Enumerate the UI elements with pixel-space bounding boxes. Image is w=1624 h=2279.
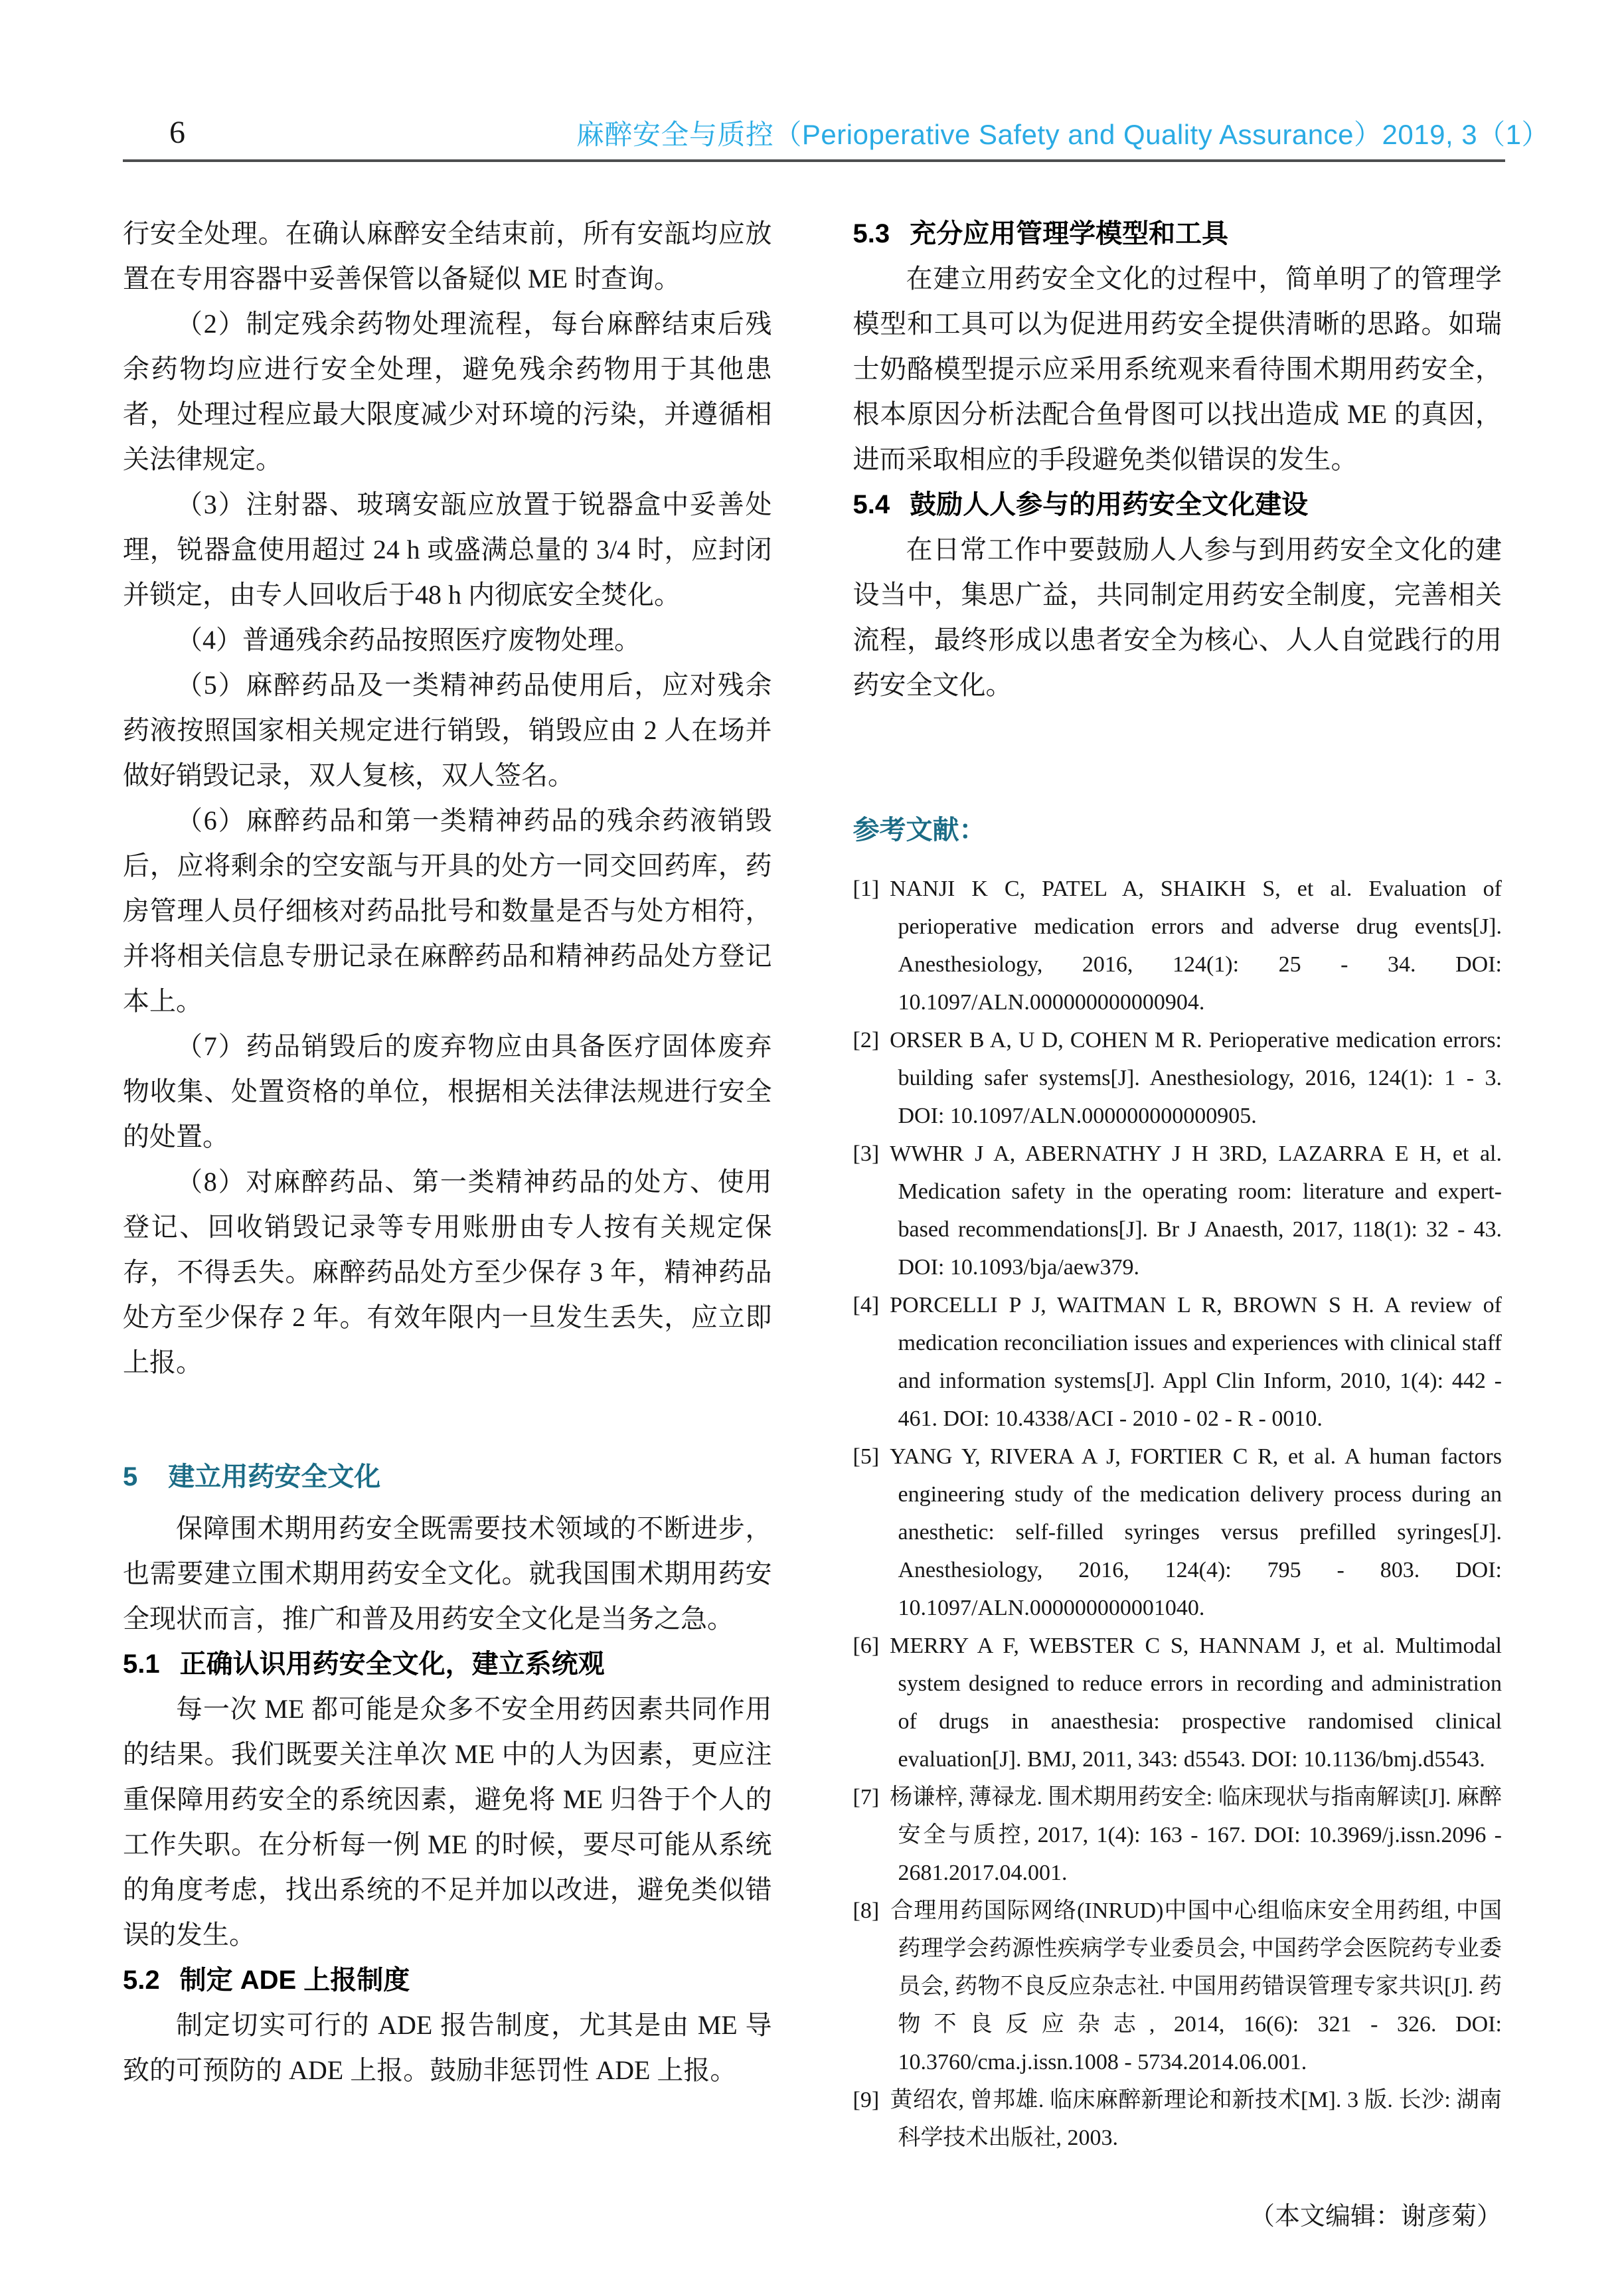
reference-item [853,1135,1502,1286]
block-text: （5）麻醉药品及一类精神药品使用后，应对残余药液按照国家相关规定进行销毁，销毁应由 2 人在场并做好销毁记录，双人复核，双人签名。 [123,670,772,790]
block-text: NANJI K C, PATEL A, SHAIKH S, et al. Evaluation of perioperative medication errors and adverse drug events[J]. Anesthesiology, 2016, 124(1): 25 - 34. DOI: 10.1097/ALN.000000000000904. [890,877,1502,1015]
block-text: PORCELLI P J, WAITMAN L R, BROWN S H. A review of medication reconciliation issues and experiences with clinical staff and information systems[J]. Appl Clin Inform, 2010, 1(4): 442 - 461. DOI: 10.4338/ACI - 2010 - 02 - R - 0010. [890,1293,1502,1431]
block-number: 5.3 [853,219,890,248]
block-text: 制定切实可行的 ADE 报告制度，尤其是由 ME 导致的可预防的 ADE 上报。鼓励非惩罚性 ADE 上报。 [123,2010,772,2085]
paragraph [123,798,772,1024]
block-text: （4）普通残余药品按照医疗废物处理。 [176,625,641,655]
block-text: 每一次 ME 都可能是众多不安全用药因素共同作用的结果。我们既要关注单次 ME 中的人为因素，更应注重保障用药安全的系统因素，避免将 ME 归咎于个人的工作失职。在分析每一例 ME 的时候，要尽可能从系统的角度考虑，找出系统的不足并加以改进，避免类似错误的发生。 [123,1694,772,1950]
block-number: 5 [123,1462,138,1491]
block-number: 5.2 [123,1966,160,1995]
reference-item [853,870,1502,1021]
section-heading [123,1454,772,1499]
block-number: [3] [853,1141,880,1166]
block-text: 在建立用药安全文化的过程中，简单明了的管理学模型和工具可以为促进用药安全提供清晰的思路。如瑞士奶酪模型提示应采用系统观来看待围术期用药安全，根本原因分析法配合鱼骨图可以找出造成 ME 的真因，进而采取相应的手段避免类似错误的发生。 [853,264,1502,474]
block-text: 正确认识用药安全文化，建立系统观 [179,1649,605,1679]
block-number: [7] [853,1785,880,1810]
block-text: （2）制定残余药物处理流程，每台麻醉结束后残余药物均应进行安全处理，避免残余药物用于其他患者，处理过程应最大限度减少对环境的污染，并遵循相关法律规定。 [123,309,772,474]
block-text: 鼓励人人参与的用药安全文化建设 [910,490,1309,519]
paragraph [123,301,772,482]
block-text: WWHR J A, ABERNATHY J H 3RD, LAZARRA E H, et al. Medication safety in the operating room: literature and expert-based recommendations[J]. Br J Anaesth, 2017, 118(1): 32 - 43. DOI: 10.1093/bja/aew379. [890,1141,1502,1280]
block-text: MERRY A F, WEBSTER C S, HANNAM J, et al. Multimodal system designed to reduce errors in recording and administration of drugs in anaesthesia: prospective randomised clinical evaluation[J]. BMJ, 2011, 343: d5543. DOI: 10.1136/bmj.d5543. [890,1634,1502,1772]
reference-item [853,1286,1502,1438]
block-text: 黄绍农, 曾邦雄. 临床麻醉新理论和新技术[M]. 3 版. 长沙: 湖南科学技术出版社, 2003. [890,2088,1502,2150]
paragraph [123,618,772,663]
block-number: [6] [853,1634,880,1658]
block-number: [1] [853,877,880,901]
block-text: （本文编辑：谢彦菊） [1249,2203,1502,2231]
block-text: 保障围术期用药安全既需要技术领域的不断进步，也需要建立围术期用药安全文化。就我国围术期用药安全现状而言，推广和普及用药安全文化是当务之急。 [123,1513,772,1634]
block-number: [8] [853,1899,880,1923]
block-number: [2] [853,1028,880,1053]
paragraph [123,1159,772,1385]
block-text: YANG Y, RIVERA A J, FORTIER C R, et al. A human factors engineering study of the medication delivery process during an anesthetic: self-filled syringes versus prefilled syringes[J]. Anesthesiology, 2016, 124(4): 795 - 803. DOI: 10.1097/ALN.000000000001040. [890,1444,1502,1620]
right-column [853,211,1502,2239]
left-column [123,211,772,2239]
block-text: 参考文献： [853,815,986,845]
block-number: [9] [853,2088,880,2112]
reference-item [853,1778,1502,1892]
block-number: [5] [853,1444,880,1469]
block-text: 杨谦梓, 薄禄龙. 围术期用药安全: 临床现状与指南解读[J]. 麻醉安全与质控, 2017, 1(4): 163 - 167. DOI: 10.3969/j.issn.2096 - 2681.2017.04.001. [890,1785,1502,1885]
block-number: 5.4 [853,490,890,519]
paragraph [123,1506,772,1642]
paragraph [123,1687,772,1958]
block-text: 建立用药安全文化 [168,1462,381,1491]
subsection-heading [853,211,1502,256]
reference-item [853,1438,1502,1627]
block-text: 合理用药国际网络(INRUD)中国中心组临床安全用药组, 中国药理学会药源性疾病学专业委员会, 中国药学会医院药专业委员会, 药物不良反应杂志社. 中国用药错误管理专家共识[J]. 药物不良反应杂志, 2014, 16(6): 321 - 326. DOI: 10.3760/cma.j.issn.1008 - 5734.2014.06.001. [890,1899,1502,2074]
block-number: [4] [853,1293,880,1317]
subsection-heading [123,1642,772,1687]
paragraph [123,1024,772,1159]
block-text: （7）药品销毁后的废弃物应由具备医疗固体废弃物收集、处置资格的单位，根据相关法律法规进行安全的处置。 [123,1031,772,1151]
reference-item [853,2081,1502,2157]
paragraph-continued [123,211,772,301]
reference-item [853,1627,1502,1778]
references-heading [853,807,1502,853]
reference-item [853,1892,1502,2081]
two-column-body [0,162,1624,2239]
paragraph [123,663,772,798]
block-text: 制定 ADE 上报制度 [179,1966,410,1995]
block-text: （8）对麻醉药品、第一类精神药品的处方、使用登记、回收销毁记录等专用账册由专人按有关规定保存，不得丢失。麻醉药品处方至少保存 3 年，精神药品处方至少保存 2 年。有效年限内一旦发生丢失，应立即上报。 [123,1167,772,1377]
editor-note [853,2194,1502,2239]
reference-item [853,1021,1502,1135]
block-text: 充分应用管理学模型和工具 [910,219,1229,248]
block-text: （6）麻醉药品和第一类精神药品的残余药液销毁后，应将剩余的空安瓿与开具的处方一同交回药库，药房管理人员仔细核对药品批号和数量是否与处方相符，并将相关信息专册记录在麻醉药品和精神药品处方登记本上。 [123,805,772,1016]
block-text: ORSER B A, U D, COHEN M R. Perioperative medication errors: building safer systems[J]. Anesthesiology, 2016, 124(1): 1 - 3. DOI: 10.1097/ALN.000000000000905. [890,1028,1502,1128]
block-text: 行安全处理。在确认麻醉安全结束前，所有安瓿均应放置在专用容器中妥善保管以备疑似 ME 时查询。 [123,218,772,294]
block-text: 在日常工作中要鼓励人人参与到用药安全文化的建设当中，集思广益，共同制定用药安全制度，完善相关流程，最终形成以患者安全为核心、人人自觉践行的用药安全文化。 [853,535,1502,700]
page-number: 6 [169,115,185,150]
block-text: （3）注射器、玻璃安瓿应放置于锐器盒中妥善处理，锐器盒使用超过 24 h 或盛满总量的 3/4 时，应封闭并锁定，由专人回收后于48 h 内彻底安全焚化。 [123,489,772,610]
paragraph [123,2003,772,2093]
paragraph [853,256,1502,482]
subsection-heading [123,1958,772,2003]
paragraph [853,527,1502,708]
paragraph [123,482,772,618]
page-header [123,0,1550,149]
block-number: 5.1 [123,1649,160,1679]
journal-title: 麻醉安全与质控（Perioperative Safety and Quality Assurance）2019, 3（1） [576,119,1550,150]
subsection-heading [853,482,1502,527]
